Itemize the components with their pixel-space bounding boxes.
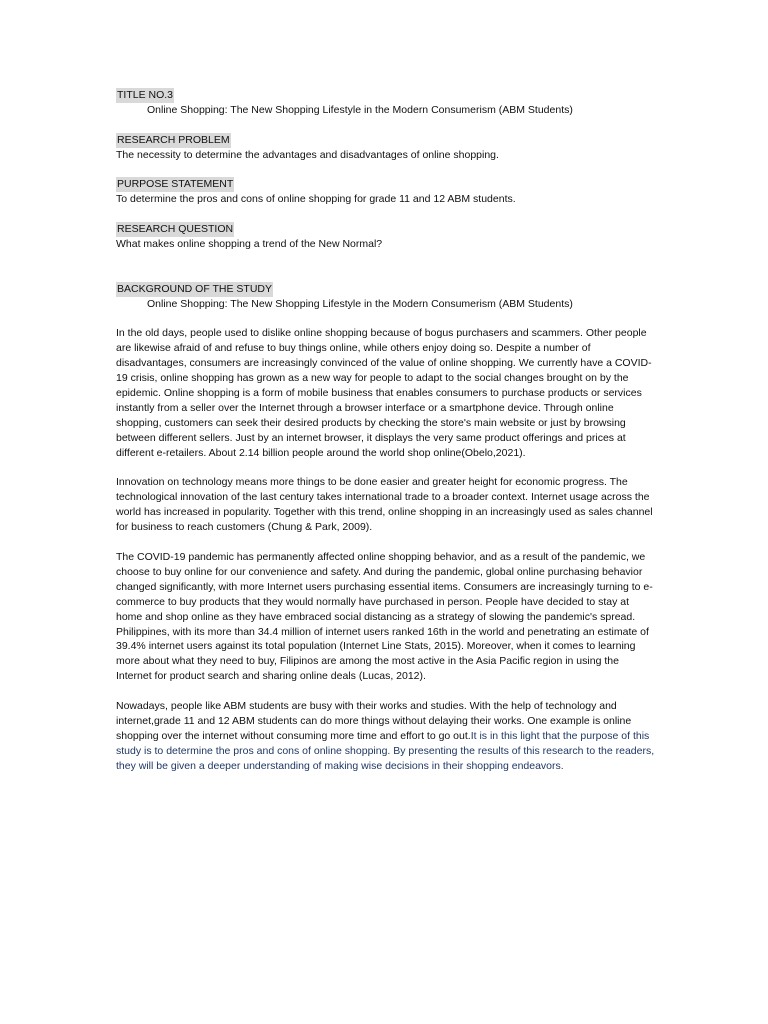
background-paragraph-2: Innovation on technology means more things to be done easier and greater height for economic progress. The technological innovation of the last century takes international trade to a broader context. Internet usage across the world has increased in popularity. Together with this trend, online shopping in an increasingly used as sales channel for business to reach customers (Chung & Park, 2009).: [116, 476, 653, 534]
title-heading: TITLE NO.3: [117, 89, 174, 101]
research-question-text: What makes online shopping a trend of the New Normal?: [116, 238, 383, 251]
document-page: [116, 88, 656, 774]
research-problem-heading: RESEARCH PROBLEM: [117, 133, 230, 146]
background-subtitle: Online Shopping: The New Shopping Lifestyle in the Modern Consumerism (ABM Students): [147, 297, 573, 310]
background-paragraph-3: The COVID-19 pandemic has permanently affected online shopping behavior, and as a result of the pandemic, we choose to buy online for our convenience and safety. And during the pandemic, global online purchasing behavior changed significantly, with more Internet users purchasing essential items. Consumers are increasingly turning to e-commerce to buy products that they would normally have purchased in person. People have decided to stay at home and shop online as they have embraced social distancing as a strategy of slowing the pandemic's spread. Philippines, with its more than 34.4 million of internet users ranked 16th in the world and penetrating an estimate of 39.4% internet users against its total population (Internet Line Stats, 2015). Moreover, when it comes to learning more about what they need to buy, Filipinos are among the most active in the Asia Pacific region in using the Internet for product search and sharing online deals (Lucas, 2012).: [116, 550, 653, 683]
research-question-heading: RESEARCH QUESTION: [117, 223, 234, 236]
research-problem-text: The necessity to determine the advantages and disadvantages of online shopping.: [116, 148, 499, 161]
background-paragraph-1: In the old days, people used to dislike online shopping because of bogus purchasers and scammers. Other people are likewise afraid of and refuse to buy things online, while others enjoy doing so. Despite a number of disadvantages, consumers are increasingly convinced of the value of online shopping. We currently have a COVID-19 crisis, online shopping has grown as a new way for people to adapt to the social changes brought on by the epidemic. Online shopping is a form of mobile business that enables consumers to purchase products or services instantly from a seller over the Internet through a browser interface or a smartphone device. Through online shopping, customers can seek their desired products by checking the store's main website or just by browsing between different sellers. Just by an internet browser, it displays the very same product offerings and prices at different e-retailers. About 2.14 billion people around the world shop online(Obelo,2021).: [116, 327, 652, 459]
purpose-statement-heading: PURPOSE STATEMENT: [117, 178, 234, 191]
paragraph-4-purpose-highlight: It is in this light that the purpose of this study is to determine the pros and cons of online shopping. By presenting the results of this research to the readers, they will be given a deeper understanding of making wise decisions in their shopping endeavors.: [116, 729, 655, 772]
background-heading: BACKGROUND OF THE STUDY: [117, 282, 272, 295]
title-text: Online Shopping: The New Shopping Lifestyle in the Modern Consumerism (ABM Students): [147, 103, 573, 116]
paragraph-4-start: Nowadays, people like ABM students are busy with their works and studies. With the help of technology and internet,grade 11 and 12 ABM students can do more things without delaying their works. One example is online shopping over the internet without consuming more time and effort to go out.: [116, 700, 632, 742]
purpose-statement-text: To determine the pros and cons of online shopping for grade 11 and 12 ABM students.: [116, 193, 516, 206]
background-paragraph-4: [116, 699, 656, 774]
